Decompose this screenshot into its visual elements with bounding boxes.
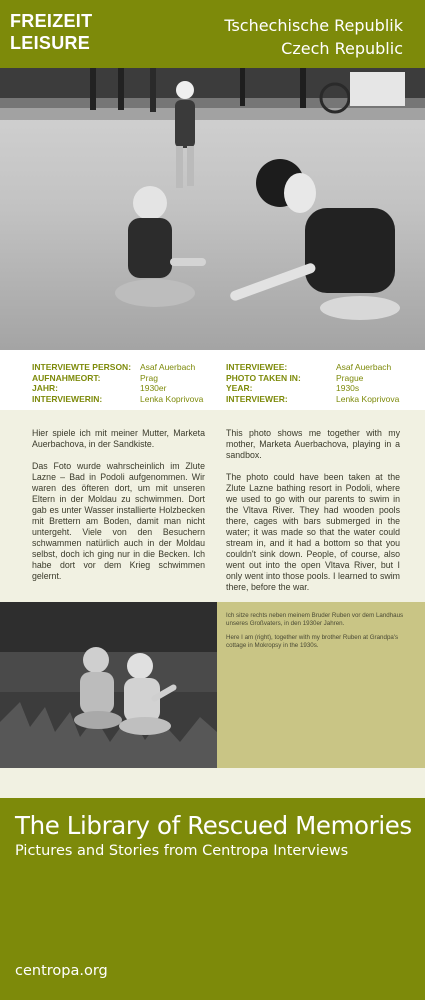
country-en: Czech Republic [281,39,403,58]
website-link[interactable]: centropa.org [15,963,108,979]
caption-de: Ich sitze rechts neben meinem Bruder Ruben vor dem Landhaus unseres Großvaters, in den 1930er Jahren. [226,612,404,627]
meta-de-value: 1930er [140,383,167,393]
brothers-photo-illustration [0,602,217,768]
meta-en-value: Asaf Auerbach [336,362,392,372]
header-bar [0,0,425,68]
meta-en-labels [226,362,301,404]
meta-de-label: JAHR: [32,383,58,393]
divider-strip [0,768,425,798]
meta-de-value: Lenka Koprivova [140,393,204,404]
category-de: FREIZEIT [10,11,93,31]
caption-en: Here I am (right), together with my brother Ruben at Grandpa's cottage in Mokropsy in the 1930s. [226,634,399,649]
country-label [224,14,403,60]
story-de-paragraph: Hier spiele ich mit meiner Mutter, Marketa Auerbachova, in der Sandkiste. [32,428,205,449]
category-title [10,10,92,54]
interview-metadata [0,350,425,410]
story-german [32,428,205,593]
story-en-paragraph: This photo shows me together with my mother, Marketa Auerbachova, playing in a sandbox. [226,428,400,460]
meta-en-value: 1930s [336,383,360,393]
category-en: LEISURE [10,33,91,53]
meta-en-values [336,362,399,404]
meta-en-label: PHOTO TAKEN IN: [226,372,301,383]
story-de-paragraph: Das Foto wurde wahrscheinlich im Zlute Lazne – Bad in Podoli aufgenommen. Wir waren des öfteren dort, um mit unseren Eltern in der Moldau zu schwimmen. Dort gab es unter Wasser installierte Holzbecken mit Brettern am Boden, damit man nicht untergeht. Viele von den Besuchern schwammen natürlich auch in der Moldau selbst, doch ich ging nur in die Becken. Ich habe dort vor dem Krieg schwimmen gelernt. [32,461,205,581]
meta-de-value: Asaf Auerbach [140,362,196,372]
meta-de-labels [32,362,131,404]
meta-en-label: INTERVIEWER: [226,393,288,404]
story-english [226,428,400,604]
footer [0,798,425,1000]
meta-de-label: INTERVIEWERIN: [32,393,103,404]
meta-en-label: INTERVIEWEE: [226,362,288,372]
meta-en-value: Lenka Koprivova [336,393,400,404]
meta-en-label: YEAR: [226,383,253,393]
library-title: The Library of Rescued Memories [15,811,412,840]
sandbox-photo-illustration [0,68,425,350]
sandbox-photo [0,68,425,350]
story-en-paragraph: The photo could have been taken at the Zlute Lazne bathing resort in Podoli, where we used to go with our parents to swim in the Vltava River. They had wooden pools there, cages with bars submerged in the water; it was made so that the water could stream in, and it had a bottom so that you couldn't sink down. People, of course, also went out into the open Vltava River, but I only went into those pools. I learned to swim there, before the war. [226,472,400,592]
meta-en-value: Prague [336,372,364,383]
meta-de-values [140,362,203,404]
second-photo-row [0,602,425,768]
meta-de-value: Prag [140,372,158,383]
photo-caption [217,602,425,768]
library-subtitle: Pictures and Stories from Centropa Interviews [15,843,349,859]
brothers-photo [0,602,217,768]
meta-de-label: INTERVIEWTE PERSON: [32,362,132,372]
country-de: Tschechische Republik [224,16,403,35]
meta-de-label: AUFNAHMEORT: [32,372,101,383]
story-text [0,410,425,602]
